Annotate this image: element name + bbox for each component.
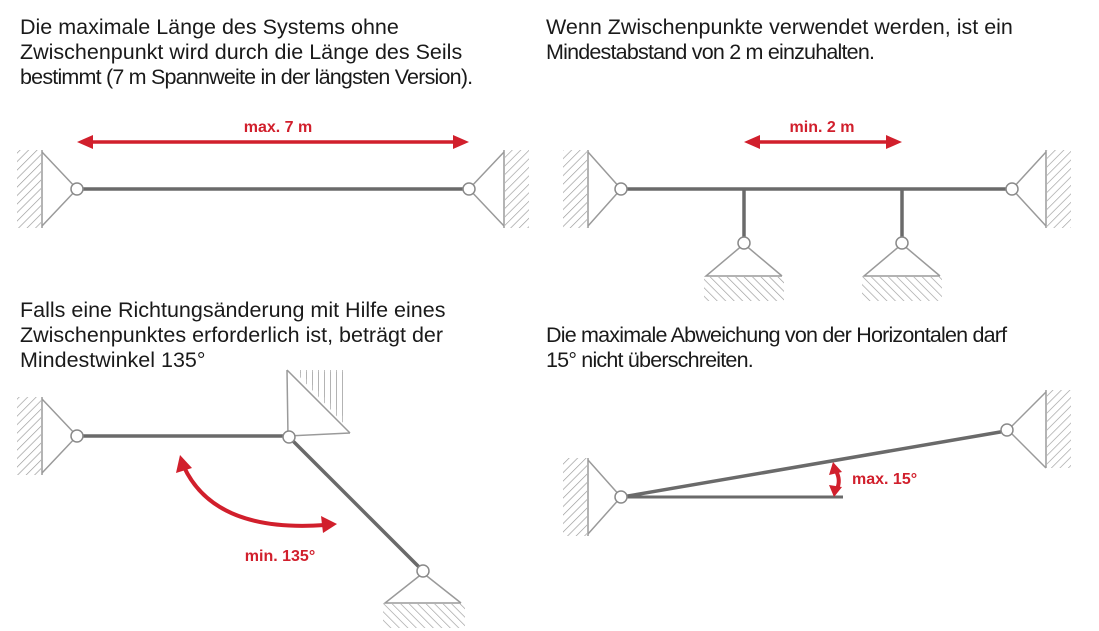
text-line: 15° nicht überschreiten. [546,348,753,372]
anchor-node [1006,183,1018,195]
diagram-max-length [17,119,529,228]
dimension-arrow [77,135,469,149]
text-line: Die maximale Länge des Systems ohne [20,15,399,39]
wall-anchor-left [17,397,77,475]
text-line: Zwischenpunktes erforderlich ist, beträgt der [20,323,444,347]
wall-anchor-right [1012,150,1071,228]
text-line: Die maximale Abweichung von der Horizontalen darf [546,323,1007,347]
support-node [896,237,908,249]
corner-anchor [287,370,350,436]
text-line: bestimmt (7 m Spannweite in der längsten Version). [20,65,473,89]
anchor-node [615,183,627,195]
wall-anchor-left [563,150,621,228]
wall-anchor-right [1008,390,1071,468]
diagram-max-deviation [563,390,1071,536]
text-line: Mindestabstand von 2 m einzuhalten. [546,40,875,64]
support-node [738,237,750,249]
text-line: Mindestwinkel 135° [20,348,206,372]
anchor-node [71,183,83,195]
text-line: Wenn Zwischenpunkte verwendet werden, ist ein [546,15,1013,39]
wall-anchor-left [17,150,77,228]
label-max-length: max. 7 m [243,119,313,136]
text-line: Falls eine Richtungsänderung mit Hilfe eines [20,298,446,322]
wall-anchor-right [469,150,529,228]
angle-arrow [829,462,842,497]
rope [622,431,1006,497]
anchor-node [615,491,627,503]
label-min-angle: min. 135° [244,548,316,565]
label-max-deviation: max. 15° [852,471,918,488]
ground-support [704,244,784,301]
anchor-node [463,183,475,195]
label-min-distance: min. 2 m [789,119,855,136]
diagram-min-angle [17,370,465,628]
corner-node [283,431,295,443]
anchor-node [71,430,83,442]
ground-support [862,244,942,301]
angle-arrow [176,455,337,533]
diagram-min-distance [563,119,1071,301]
dimension-arrow [744,135,902,149]
anchor-node [1001,424,1013,436]
support-node [417,565,429,577]
text-line: Zwischenpunkt wird durch die Länge des Seils [20,40,463,64]
ground-support [383,573,465,628]
wall-anchor-left [563,458,621,536]
